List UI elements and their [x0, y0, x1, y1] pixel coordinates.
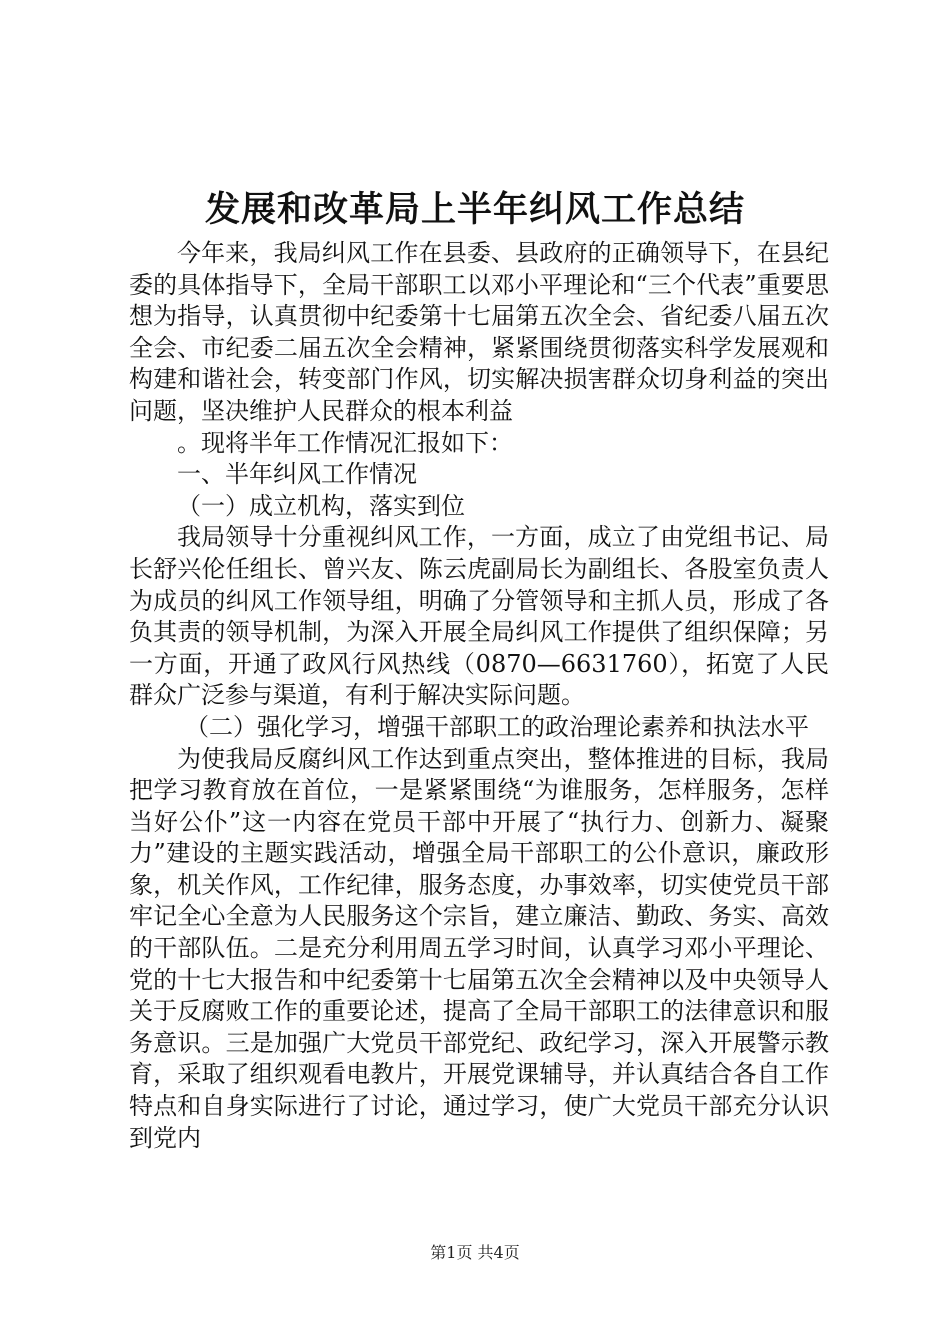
subsection-heading-2: （二）强化学习，增强干部职工的政治理论素养和执法水平	[185, 712, 809, 741]
paragraph-organization: 我局领导十分重视纠风工作，一方面，成立了由党组书记、局长舒兴伦任组长、曾兴友、陈云虎副局长为副组长、各股室负责人为成员的纠风工作领导组，明确了分管领导和主抓人员，形成了各负其责的领导机制，为深入开展全局纠风工作提供了组织保障；另一方面，开通了政风行风热线（0870—6631760），拓宽了人民群众广泛参与渠道，有利于解决实际问题。	[129, 523, 829, 710]
page-number: 第1页 共4页	[430, 1243, 520, 1262]
subsection-heading-1: （一）成立机构，落实到位	[177, 491, 465, 520]
document-title: 发展和改革局上半年纠风工作总结	[204, 190, 745, 230]
paragraph-intro: 今年来，我局纠风工作在县委、县政府的正确领导下，在县纪委的具体指导下，全局干部职工以邓小平理论和“三个代表”重要思想为指导，认真贯彻中纪委第十七届第五次全会、省纪委八届五次全会、市纪委二届五次全会精神，紧紧围绕贯彻落实科学发展观和构建和谐社会，转变部门作风，切实解决损害群众切身利益的突出问题，坚决维护人民群众的根本利益	[129, 239, 829, 425]
document-body	[129, 238, 829, 1154]
paragraph-intro-end: 。现将半年工作情况汇报如下：	[177, 428, 513, 457]
section-heading-1: 一、半年纠风工作情况	[177, 460, 417, 489]
paragraph-study: 为使我局反腐纠风工作达到重点突出，整体推进的目标，我局把学习教育放在首位，一是紧紧围绕“为谁服务，怎样服务，怎样当好公仆”这一内容在党员干部中开展了“执行力、创新力、凝聚力”建设的主题实践活动，增强全局干部职工的公仆意识，廉政形象，机关作风，工作纪律，服务态度，办事效率，切实使党员干部牢记全心全意为人民服务这个宗旨，建立廉洁、勤政、务实、高效的干部队伍。二是充分利用周五学习时间，认真学习邓小平理论、党的十七大报告和中纪委第十七届第五次全会精神以及中央领导人关于反腐败工作的重要论述，提高了全局干部职工的法律意识和服务意识。三是加强广大党员干部党纪、政纪学习，深入开展警示教育，采取了组织观看电教片，开展党课辅导，并认真结合各自工作特点和自身实际进行了讨论，通过学习，使广大党员干部充分认识到党内	[129, 744, 829, 1152]
